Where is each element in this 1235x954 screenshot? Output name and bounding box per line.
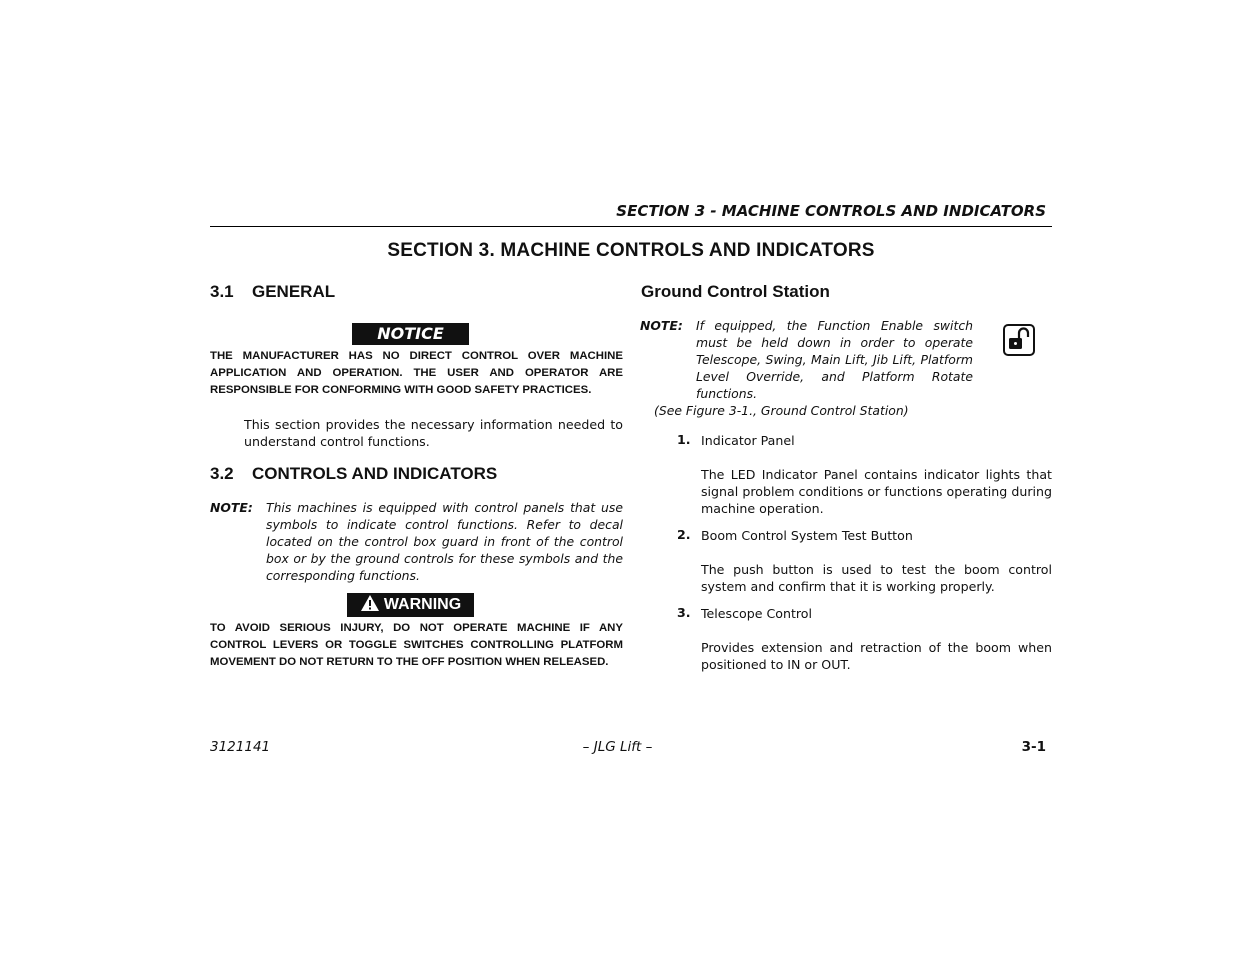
ground-control-heading: Ground Control Station — [641, 282, 830, 301]
notice-text: THE MANUFACTURER HAS NO DIRECT CONTROL OVER MACHINE APPLICATION AND OPERATION. THE USER AND OPERATOR ARE RESPONSIBLE FOR CONFORMING WITH GOOD SAFETY PRACTICES. — [210, 350, 623, 396]
section-heading-text: CONTROLS AND INDICATORS — [252, 464, 498, 483]
warning-text: TO AVOID SERIOUS INJURY, DO NOT OPERATE MACHINE IF ANY CONTROL LEVERS OR TOGGLE SWITCHES CONTROLLING PLATFORM MOVEMENT DO NOT RETURN TO THE OFF POSITION WHEN RELEASED. — [210, 622, 623, 668]
note-label: NOTE: — [210, 500, 253, 515]
note-label: NOTE: — [640, 318, 683, 333]
section-heading-controls — [210, 464, 497, 484]
header-rule — [210, 226, 1052, 227]
list-item-title: Indicator Panel — [701, 433, 795, 448]
warning-triangle-icon — [360, 594, 380, 612]
section-number: 3.1 — [210, 282, 234, 301]
list-item-number: 2. — [677, 527, 691, 542]
list-item-number: 3. — [677, 605, 691, 620]
warning-banner — [347, 593, 474, 617]
general-body-text: This section provides the necessary information needed to understand control functions. — [244, 417, 623, 449]
list-item-number: 1. — [677, 432, 691, 447]
footer-center: – JLG Lift – — [582, 739, 653, 755]
list-item-description: The push button is used to test the boom control system and confirm that it is working properly. — [701, 562, 1052, 594]
figure-reference: (See Figure 3-1., Ground Control Station) — [654, 403, 909, 418]
list-item-description: Provides extension and retraction of the boom when positioned to IN or OUT. — [701, 640, 1052, 672]
page-number: 3-1 — [1021, 739, 1046, 755]
note-text: If equipped, the Function Enable switch must be held down in order to operate Telescope, Swing, Main Lift, Jib Lift, Platform Level Override, and Platform Rotate functions. — [696, 318, 973, 401]
list-item-title: Telescope Control — [701, 606, 813, 621]
footer-doc-number: 3121141 — [210, 739, 271, 755]
notice-label: NOTICE — [377, 324, 444, 343]
running-header: SECTION 3 - MACHINE CONTROLS AND INDICATORS — [616, 202, 1046, 220]
list-item-title: Boom Control System Test Button — [701, 528, 913, 543]
section-heading-text: GENERAL — [252, 282, 336, 301]
warning-label: WARNING — [383, 596, 462, 613]
padlock-icon — [1003, 324, 1033, 354]
list-item-description: The LED Indicator Panel contains indicator lights that signal problem conditions or functions operating during machine operation. — [701, 467, 1052, 516]
section-number: 3.2 — [210, 464, 234, 483]
note-text: This machines is equipped with control panels that use symbols to indicate control functions. Refer to decal located on the control box guard in front of the control box or by the ground controls for these symbols and the corresponding functions. — [266, 500, 623, 583]
notice-banner — [352, 323, 469, 345]
page-title: SECTION 3. MACHINE CONTROLS AND INDICATORS — [387, 240, 875, 261]
section-heading-general — [210, 282, 335, 302]
